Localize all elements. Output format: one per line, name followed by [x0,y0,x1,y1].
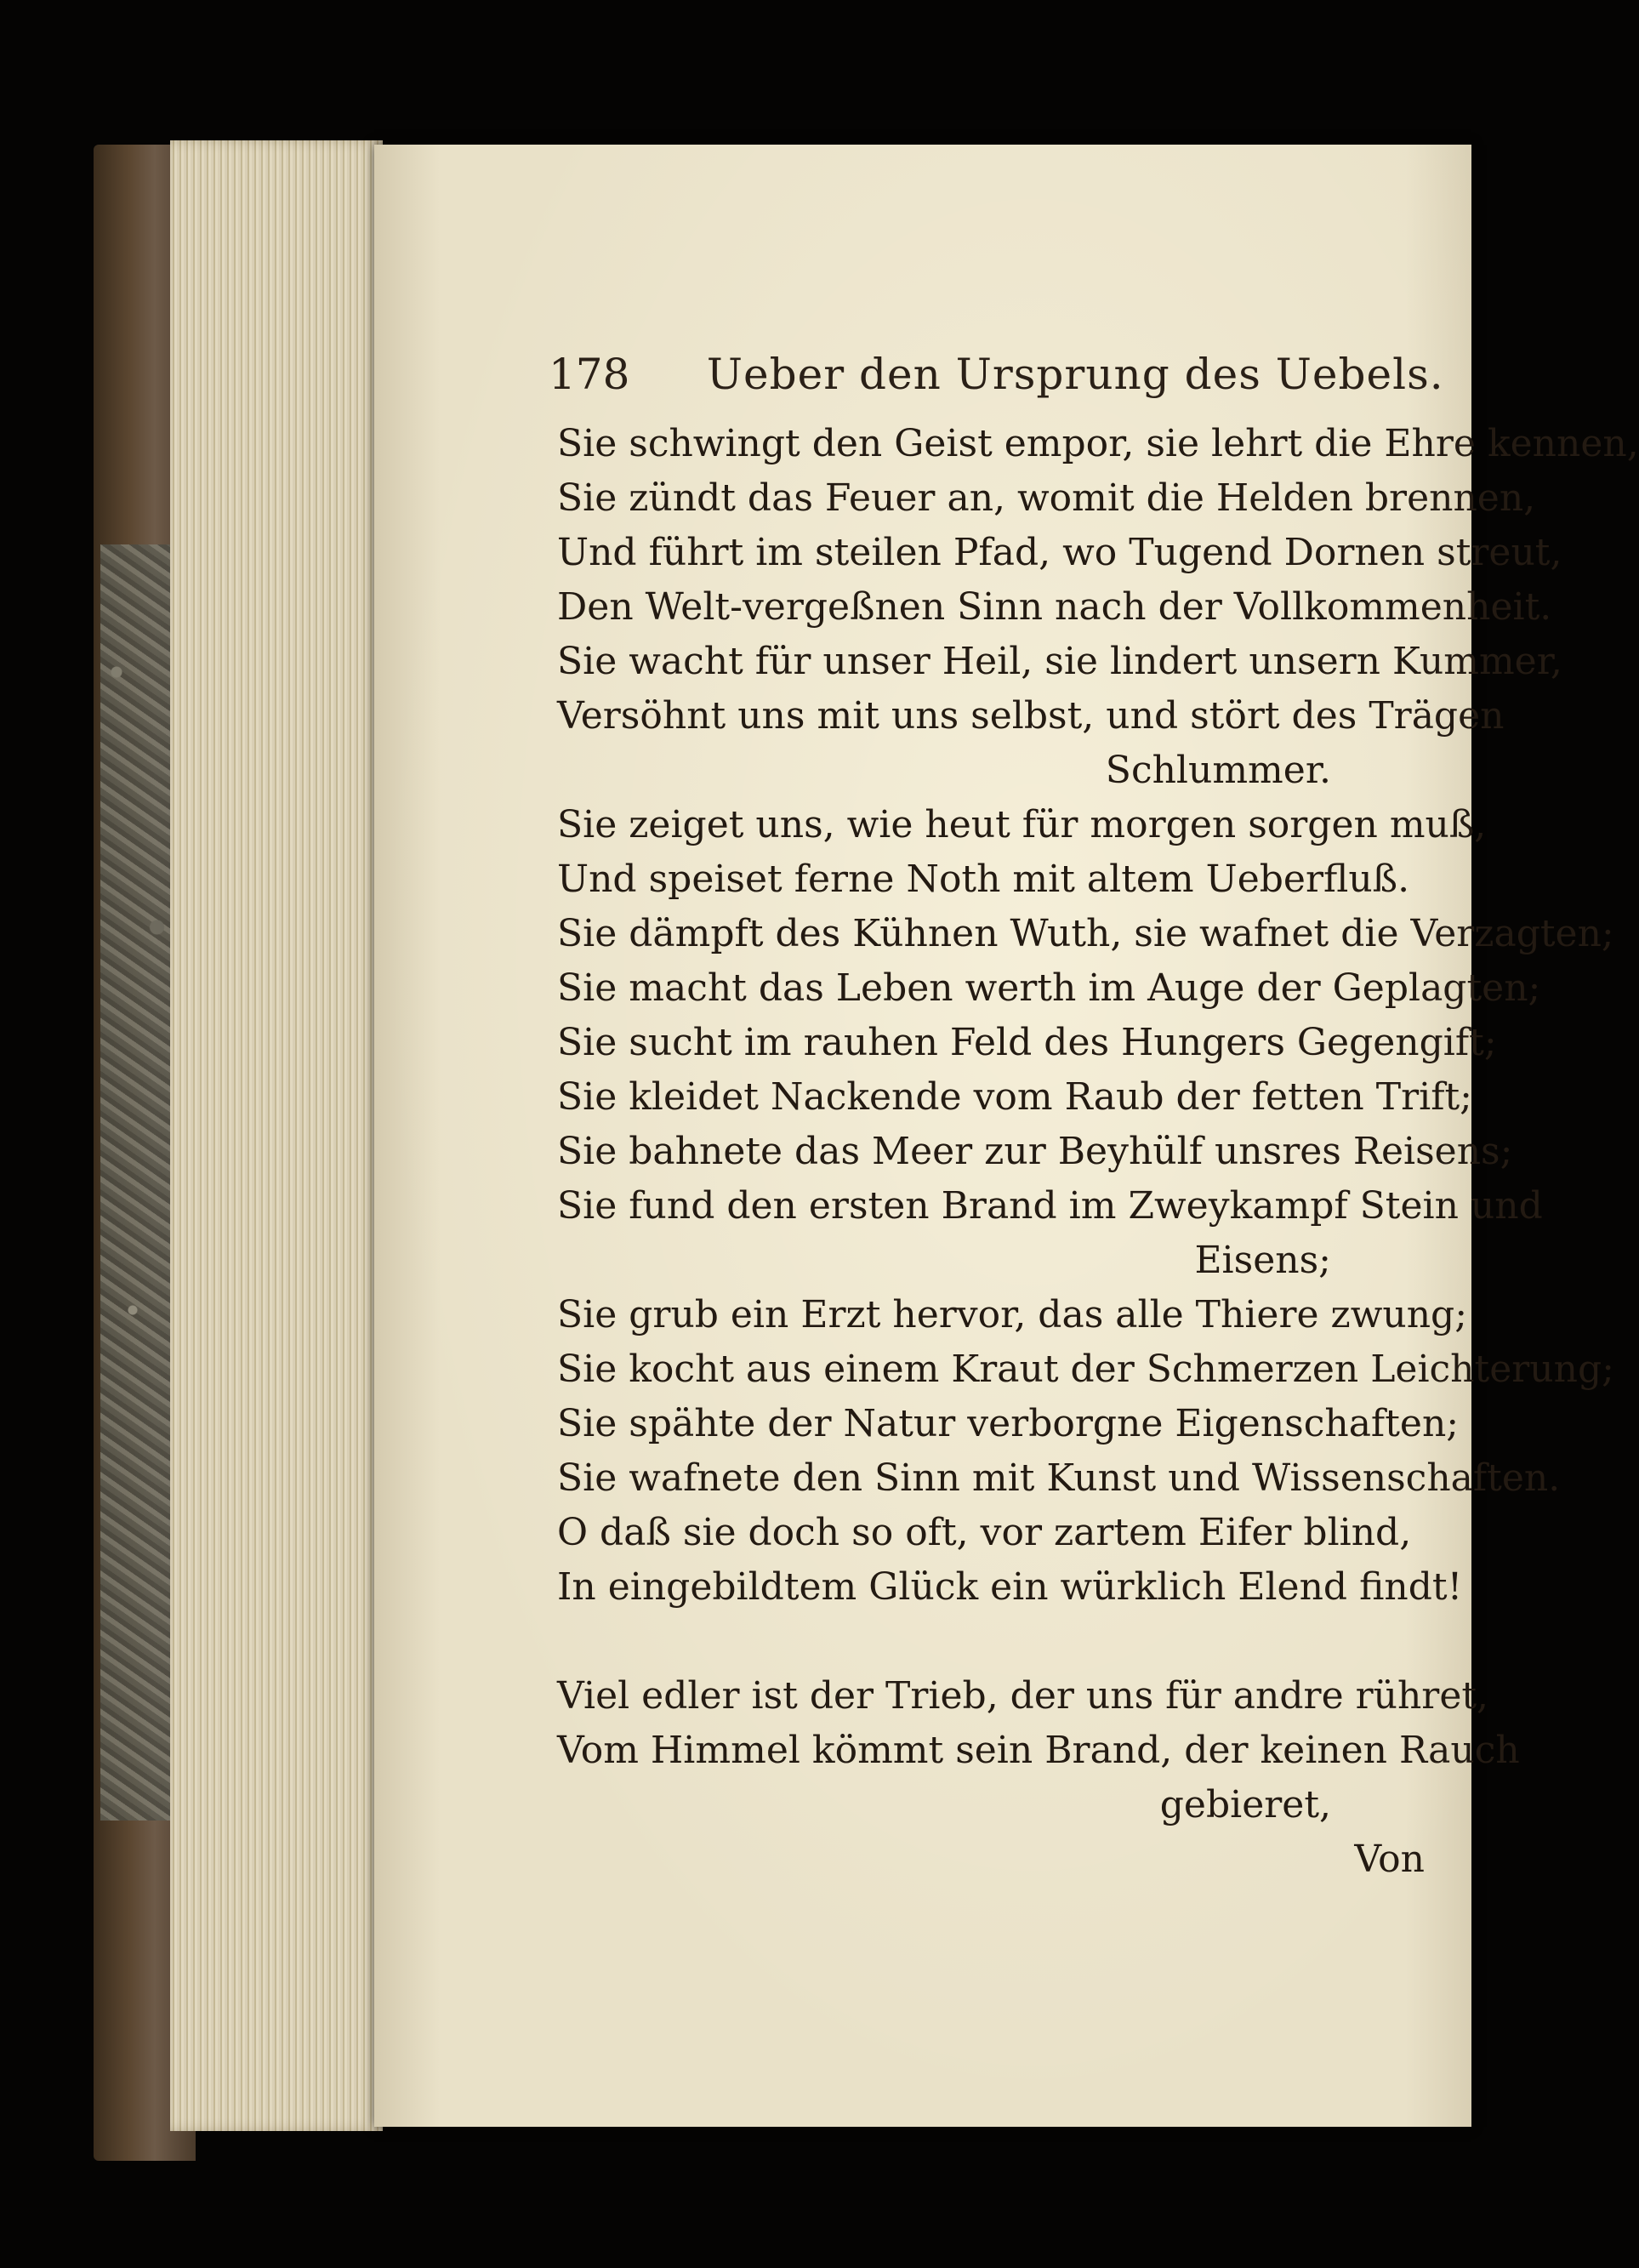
page-block-edges [170,140,383,2131]
poem-line: O daß sie doch so oft, vor zartem Eifer blind, [557,1511,1412,1554]
poem-line: Viel edler ist der Trieb, der uns für andre rühret, [557,1674,1489,1718]
poem-line: Den Welt-vergeßnen Sinn nach der Vollkommenheit. [557,585,1552,629]
poem-line: Sie schwingt den Geist empor, sie lehrt die Ehre kennen, [557,422,1639,465]
poem-line-continuation: Eisens; [1194,1239,1331,1282]
poem-line-continuation: Schlummer. [1105,749,1331,792]
poem-line: Sie fund den ersten Brand im Zweykampf Stein und [557,1184,1543,1228]
poem-line: Sie sucht im rauhen Feld des Hungers Gegengift; [557,1021,1497,1064]
poem-line: Sie wafnete den Sinn mit Kunst und Wissenschaften. [557,1456,1561,1500]
poem-line: Sie dämpft des Kühnen Wuth, sie wafnet die Verzagten; [557,912,1614,955]
poem-line: Sie macht das Leben werth im Auge der Geplagten; [557,966,1541,1010]
catchword: Von [1354,1838,1425,1881]
poem-text [557,417,1639,1887]
running-head [549,340,1444,408]
poem-line: Sie spähte der Natur verborgne Eigenschaften; [557,1402,1460,1445]
page-number: 178 [549,350,630,399]
poem-line: Versöhnt uns mit uns selbst, und stört des Trägen [557,694,1505,738]
marbled-cover [100,544,181,1821]
poem-line: Sie wacht für unser Heil, sie lindert unsern Kummer, [557,640,1562,683]
poem-line: Sie grub ein Erzt hervor, das alle Thiere zwung; [557,1293,1468,1336]
poem-line: In eingebildtem Glück ein würklich Elend findt! [557,1565,1463,1609]
poem-line: Sie zündt das Feuer an, womit die Helden brennen, [557,476,1536,520]
poem-line-continuation: gebieret, [1159,1783,1331,1826]
poem-line: Sie kocht aus einem Kraut der Schmerzen Leichterung; [557,1348,1614,1391]
poem-line: Sie bahnete das Meer zur Beyhülf unsres Reisens; [557,1130,1513,1173]
running-title: Ueber den Ursprung des Uebels. [706,350,1444,399]
poem-line: Vom Himmel kömmt sein Brand, der keinen Rauch [557,1729,1520,1772]
poem-line: Sie zeiget uns, wie heut für morgen sorgen muß, [557,803,1487,846]
poem-line: Und führt im steilen Pfad, wo Tugend Dornen streut, [557,531,1562,574]
poem-line: Sie kleidet Nackende vom Raub der fetten Trift; [557,1075,1473,1119]
poem-line: Und speiset ferne Noth mit altem Ueberfluß. [557,858,1410,901]
